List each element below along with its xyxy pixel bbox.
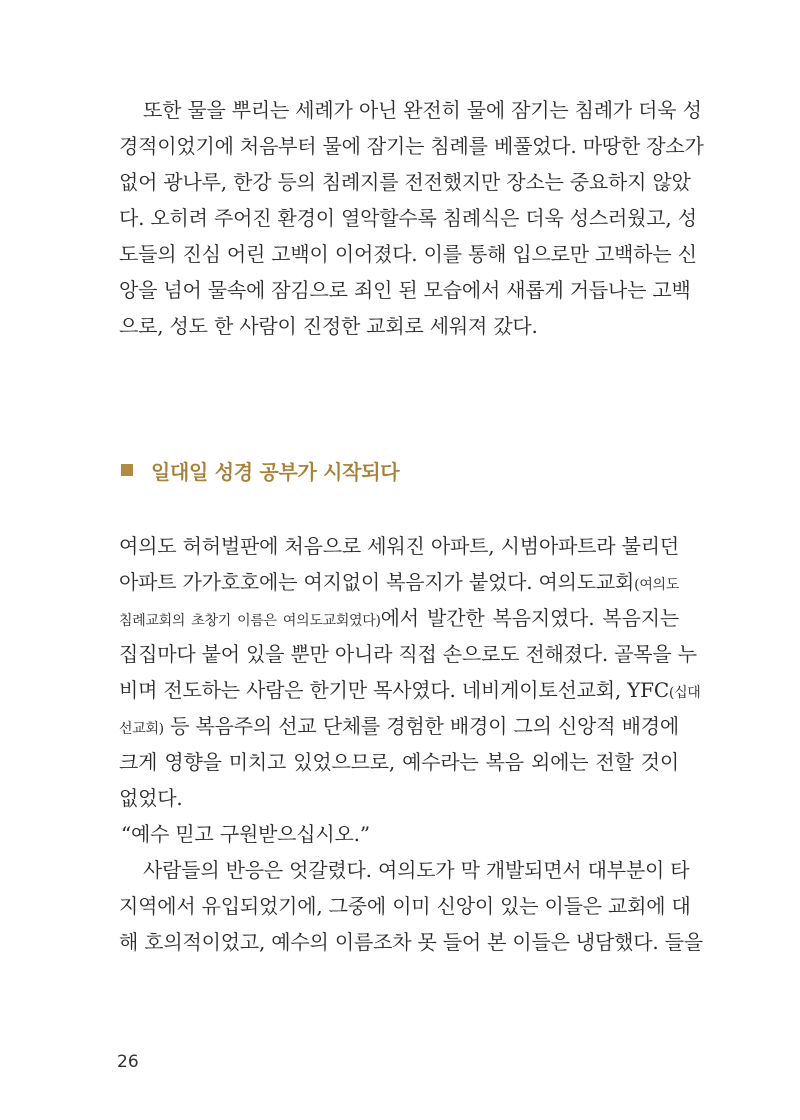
paragraph-2-line-4: 집집마다 붙어 있을 뿐만 아니라 직접 손으로도 전해졌다. 골목을 누 bbox=[119, 642, 697, 666]
paragraph-2-line-2-text: 아파트 가가호호에는 여지없이 복음지가 붙었다. 여의도교회 bbox=[119, 570, 635, 594]
paragraph-2-line-3 bbox=[119, 604, 679, 635]
paragraph-2-line-1: 여의도 허허벌판에 처음으로 세워진 아파트, 시범아파트라 불리던 bbox=[119, 534, 679, 558]
annotation-note: 선교회) bbox=[119, 721, 164, 737]
annotation-note: (십대 bbox=[668, 685, 701, 701]
annotation-note: 침례교회의 초창기 이름은 여의도교회였다) bbox=[119, 613, 381, 629]
paragraph-2-line-8: 없었다. bbox=[119, 786, 183, 810]
paragraph-1-line-2: 경적이었기에 처음부터 물에 잠기는 침례를 베풀었다. 마땅한 장소가 bbox=[119, 134, 704, 158]
paragraph-2-line-3-text: 에서 발간한 복음지였다. 복음지는 bbox=[380, 606, 679, 630]
paragraph-1-line-5: 도들의 진심 어린 고백이 이어졌다. 이를 통해 입으로만 고백하는 신 bbox=[119, 242, 697, 266]
paragraph-1-line-7: 으로, 성도 한 사람이 진정한 교회로 세워져 갔다. bbox=[119, 314, 538, 338]
paragraph-1-line-6: 앙을 넘어 물속에 잠김으로 죄인 된 모습에서 새롭게 거듭나는 고백 bbox=[119, 278, 691, 302]
page-number: 26 bbox=[117, 1052, 139, 1072]
paragraph-2-line-2 bbox=[119, 568, 679, 599]
section-heading-text: 일대일 성경 공부가 시작되다 bbox=[151, 459, 400, 484]
paragraph-2-line-6-text: 등 복음주의 선교 단체를 경험한 배경이 그의 신앙적 배경에 bbox=[163, 714, 679, 738]
paragraph-2-line-5 bbox=[119, 676, 701, 707]
paragraph-2-line-5-text: 비며 전도하는 사람은 한기만 목사였다. 네비게이토선교회, YFC bbox=[119, 678, 669, 702]
paragraph-3-line-2: 지역에서 유입되었기에, 그중에 이미 신앙이 있는 이들은 교회에 대 bbox=[119, 894, 691, 918]
paragraph-2-line-7: 크게 영향을 미치고 있었으므로, 예수라는 복음 외에는 전할 것이 bbox=[119, 750, 679, 774]
annotation-note: (여의도 bbox=[634, 577, 679, 593]
paragraph-3-line-1: 사람들의 반응은 엇갈렸다. 여의도가 막 개발되면서 대부분이 타 bbox=[143, 858, 690, 882]
paragraph-1-line-3: 없어 광나루, 한강 등의 침례지를 전전했지만 장소는 중요하지 않았 bbox=[119, 170, 691, 194]
paragraph-3-line-3: 해 호의적이었고, 예수의 이름조차 못 들어 본 이들은 냉담했다. 들을 bbox=[119, 930, 703, 954]
square-bullet-icon bbox=[121, 464, 133, 476]
paragraph-1-line-4: 다. 오히려 주어진 환경이 열악할수록 침례식은 더욱 성스러웠고, 성 bbox=[119, 206, 697, 230]
paragraph-2-line-6 bbox=[119, 712, 679, 743]
quote-line: “예수 믿고 구원받으십시오.” bbox=[121, 822, 370, 846]
section-heading bbox=[121, 454, 399, 486]
paragraph-1-line-1: 또한 물을 뿌리는 세례가 아닌 완전히 물에 잠기는 침례가 더욱 성 bbox=[143, 98, 702, 122]
